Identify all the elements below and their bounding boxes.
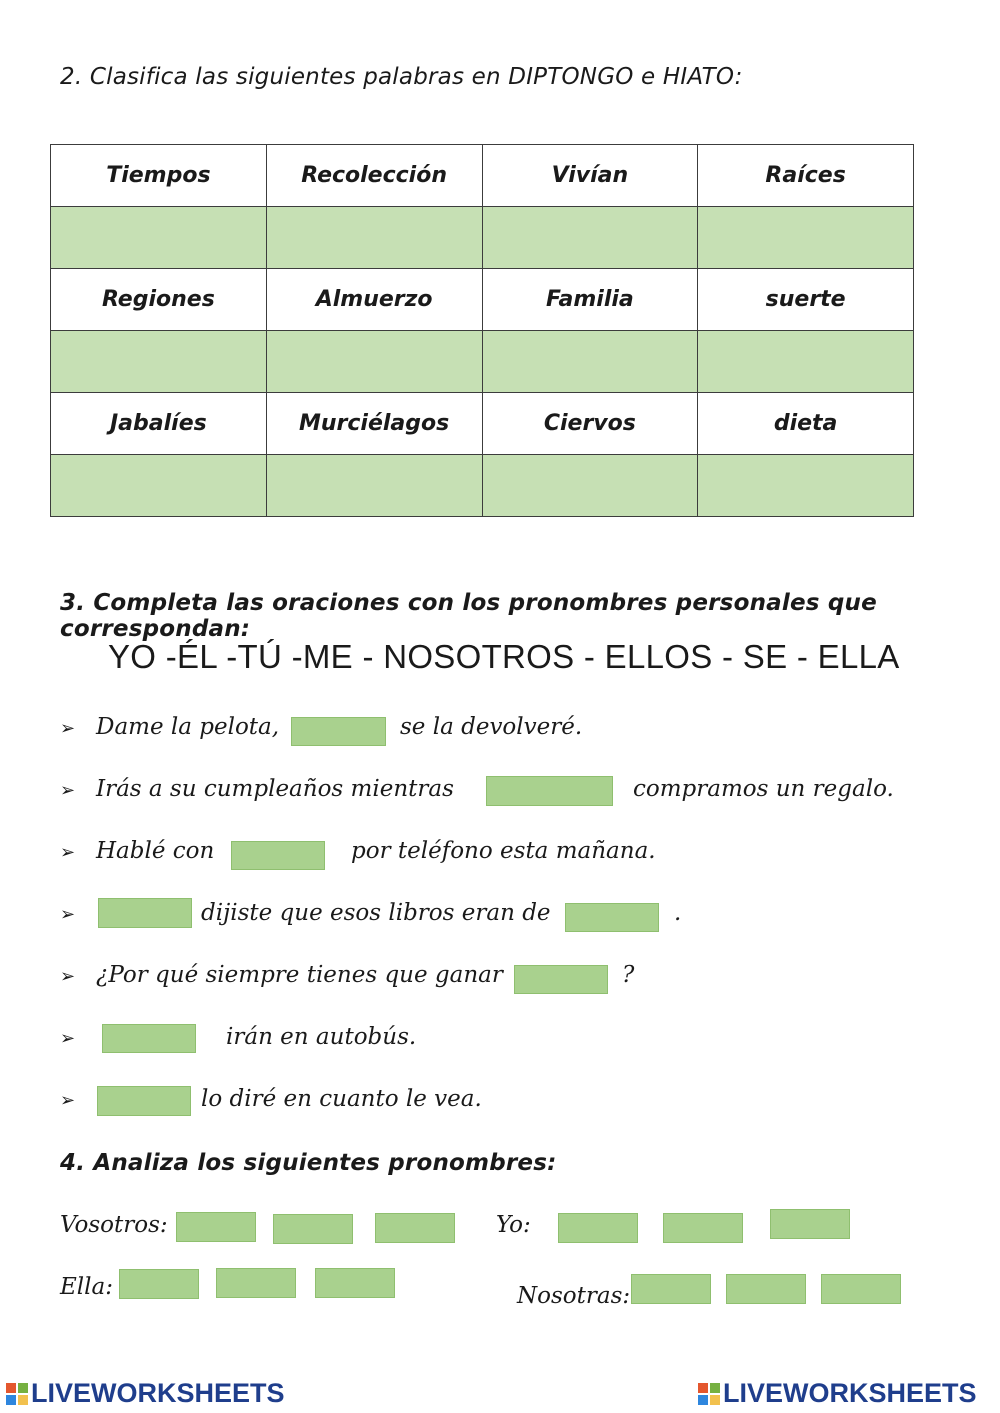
- sentence-text: ¿Por qué siempre tienes que ganar: [96, 962, 503, 988]
- section4-title: 4. Analiza los siguientes pronombres:: [60, 1150, 557, 1176]
- answer-field[interactable]: [482, 331, 698, 393]
- arrow-bullet-icon: ➢: [60, 1090, 76, 1111]
- answer-field[interactable]: [273, 1214, 353, 1244]
- word-table: [50, 144, 914, 517]
- brand-name: LIVEWORKSHEETS: [31, 1378, 285, 1408]
- word-cell: Raíces: [698, 145, 914, 207]
- answer-field[interactable]: [631, 1274, 711, 1304]
- word-cell: Murciélagos: [266, 393, 482, 455]
- arrow-bullet-icon: ➢: [60, 718, 76, 739]
- arrow-bullet-icon: ➢: [60, 842, 76, 863]
- brand-name: LIVEWORKSHEETS: [723, 1378, 977, 1408]
- word-row: [51, 269, 914, 331]
- answer-field[interactable]: [51, 331, 267, 393]
- logo-square: [6, 1383, 16, 1393]
- answer-field[interactable]: [663, 1213, 743, 1243]
- answer-field[interactable]: [216, 1268, 296, 1298]
- pronoun-list: YO -ÉL -TÚ -ME - NOSOTROS - ELLOS - SE - ELLA: [108, 638, 900, 675]
- answer-field[interactable]: [291, 717, 386, 746]
- answer-field[interactable]: [698, 455, 914, 517]
- word-cell: Ciervos: [482, 393, 698, 455]
- answer-field[interactable]: [486, 776, 613, 806]
- answer-field[interactable]: [698, 331, 914, 393]
- label-vosotros: Vosotros:: [60, 1212, 168, 1238]
- logo-square: [710, 1395, 720, 1405]
- word-cell: Almuerzo: [266, 269, 482, 331]
- word-cell: dieta: [698, 393, 914, 455]
- sentence-text: Hablé con: [96, 838, 215, 864]
- answer-field[interactable]: [770, 1209, 850, 1239]
- answer-field[interactable]: [51, 455, 267, 517]
- sentence-text: irán en autobús.: [226, 1024, 417, 1050]
- label-ella: Ella:: [60, 1274, 113, 1300]
- answer-field[interactable]: [231, 841, 325, 870]
- word-cell: suerte: [698, 269, 914, 331]
- arrow-bullet-icon: ➢: [60, 966, 76, 987]
- arrow-bullet-icon: ➢: [60, 1028, 76, 1049]
- sentence-text: lo diré en cuanto le vea.: [201, 1086, 482, 1112]
- word-cell: Jabalíes: [51, 393, 267, 455]
- answer-field[interactable]: [482, 455, 698, 517]
- sentence-text: compramos un regalo.: [633, 776, 894, 802]
- answer-field[interactable]: [266, 455, 482, 517]
- answer-field[interactable]: [51, 207, 267, 269]
- section2-title: 2. Clasifica las siguientes palabras en DIPTONGO e HIATO:: [60, 64, 743, 90]
- word-row: [51, 393, 914, 455]
- answer-field[interactable]: [176, 1212, 256, 1242]
- sentence-text: .: [674, 900, 682, 926]
- answer-field[interactable]: [315, 1268, 395, 1298]
- sentence-text: Dame la pelota,: [96, 714, 280, 740]
- word-cell: Regiones: [51, 269, 267, 331]
- logo-square: [6, 1395, 16, 1405]
- answer-row: [51, 455, 914, 517]
- answer-field[interactable]: [266, 331, 482, 393]
- answer-field[interactable]: [102, 1024, 196, 1053]
- answer-field[interactable]: [375, 1213, 455, 1243]
- answer-row: [51, 207, 914, 269]
- answer-field[interactable]: [266, 207, 482, 269]
- sentence-text: Irás a su cumpleaños mientras: [96, 776, 454, 802]
- word-cell: Recolección: [266, 145, 482, 207]
- sentence-text: dijiste que esos libros eran de: [201, 900, 551, 926]
- liveworksheets-logo-icon: [698, 1383, 720, 1405]
- sentence-text: por teléfono esta mañana.: [351, 838, 656, 864]
- answer-field[interactable]: [558, 1213, 638, 1243]
- answer-field[interactable]: [565, 903, 659, 932]
- liveworksheets-logo-icon: [6, 1383, 28, 1405]
- word-cell: Tiempos: [51, 145, 267, 207]
- footer-logo-right: [698, 1378, 977, 1409]
- answer-field[interactable]: [821, 1274, 901, 1304]
- answer-field[interactable]: [119, 1269, 199, 1299]
- logo-square: [698, 1383, 708, 1393]
- answer-field[interactable]: [98, 898, 192, 928]
- sentence-text: se la devolveré.: [400, 714, 583, 740]
- answer-field[interactable]: [482, 207, 698, 269]
- arrow-bullet-icon: ➢: [60, 904, 76, 925]
- logo-square: [710, 1383, 720, 1393]
- label-yo: Yo:: [496, 1212, 531, 1238]
- answer-field[interactable]: [514, 965, 608, 994]
- word-cell: Vivían: [482, 145, 698, 207]
- footer-logo-left: [6, 1378, 285, 1409]
- logo-square: [698, 1395, 708, 1405]
- answer-field[interactable]: [698, 207, 914, 269]
- answer-row: [51, 331, 914, 393]
- logo-square: [18, 1383, 28, 1393]
- answer-field[interactable]: [97, 1086, 191, 1116]
- word-row: [51, 145, 914, 207]
- answer-field[interactable]: [726, 1274, 806, 1304]
- logo-square: [18, 1395, 28, 1405]
- word-cell: Familia: [482, 269, 698, 331]
- label-nosotras: Nosotras:: [517, 1283, 631, 1309]
- sentence-text: ?: [622, 962, 635, 988]
- arrow-bullet-icon: ➢: [60, 780, 76, 801]
- section3-title: 3. Completa las oraciones con los pronombres personales que correspondan:: [60, 590, 877, 642]
